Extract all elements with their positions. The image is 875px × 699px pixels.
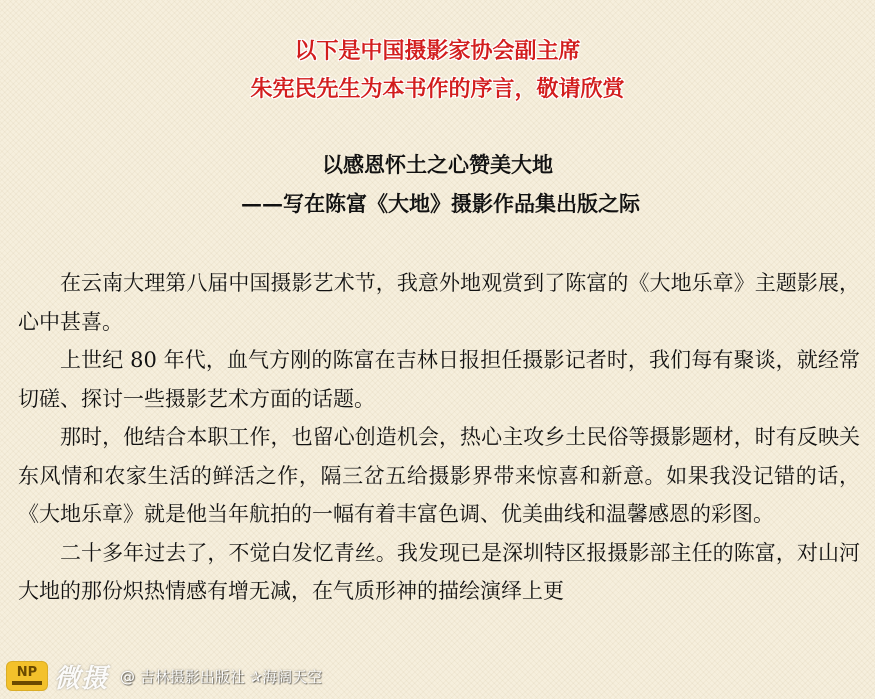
watermark-credit: @ 吉林摄影出版社 ✰海阔天空 <box>120 667 323 686</box>
np-logo-bar <box>12 681 42 685</box>
paragraph-2: 上世纪 80 年代，血气方刚的陈富在吉林日报担任摄影记者时，我们每有聚谈，就经常切磋、探讨一些摄影艺术方面的话题。 <box>18 348 860 411</box>
article-body <box>18 264 860 611</box>
paragraph-4: 二十多年过去了，不觉白发忆青丝。我发现已是深圳特区报摄影部主任的陈富，对山河大地的那份炽热情感有增无减，在气质形神的描绘演绎上更 <box>18 540 860 603</box>
watermark <box>6 659 322 693</box>
intro-block <box>0 32 875 108</box>
article-heading <box>0 145 875 223</box>
paragraph-3: 那时，他结合本职工作，也留心创造机会，热心主攻乡土民俗等摄影题材，时有反映关东风情和农家生活的鲜活之作，隔三岔五给摄影界带来惊喜和新意。如果我没记错的话，《大地乐章》就是他当年航拍的一幅有着丰富色调、优美曲线和温馨感恩的彩图。 <box>18 425 860 526</box>
article-title: 以感恩怀土之心赞美大地 <box>322 152 553 177</box>
article-subtitle: ——写在陈富《大地》摄影作品集出版之际 <box>241 191 640 216</box>
intro-line-2: 朱宪民先生为本书作的序言，敬请欣赏 <box>250 76 625 102</box>
paragraph-1: 在云南大理第八届中国摄影艺术节，我意外地观赏到了陈富的《大地乐章》主题影展，心中甚喜。 <box>18 271 860 334</box>
intro-line-1: 以下是中国摄影家协会副主席 <box>294 38 581 64</box>
watermark-brand: 微摄 <box>54 663 109 694</box>
np-logo-text: NP <box>16 665 38 680</box>
np-logo-icon <box>6 661 48 691</box>
